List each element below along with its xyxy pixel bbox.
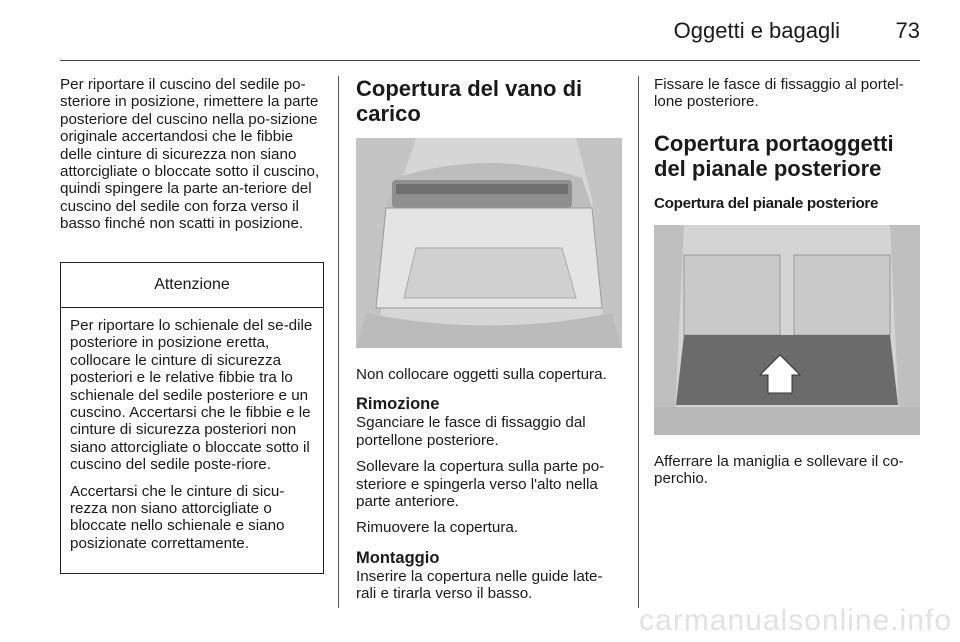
page-number: 73: [895, 18, 920, 43]
heading-floor-cover: Copertura portaoggetti del pianale posteriore: [654, 130, 894, 181]
cargo-cover-drawing: [356, 138, 622, 348]
watermark: carmanualsonline.info: [639, 604, 952, 637]
mounting-step-1: Inserire la copertura nelle guide late-rali e tirarla verso il basso.: [356, 567, 603, 603]
column-2: [356, 76, 622, 612]
removal-step-2: Sollevare la copertura sulla parte po-steriore e spingerla verso l'alto nella parte anteriore.: [356, 458, 605, 511]
warning-paragraph-2: Accertarsi che le cinture di sicu-rezza non siano attorcigliate o bloccate nello schienale e siano posizionate correttamente.: [70, 482, 285, 552]
floor-cover-caption: Afferrare la maniglia e sollevare il co-perchio.: [654, 452, 904, 488]
column-3: [654, 76, 920, 497]
heading-mounting: Montaggio: [356, 548, 440, 567]
floor-cover-illustration: [654, 225, 920, 435]
cargo-cover-illustration: [356, 138, 622, 348]
section-title: Oggetti e bagagli: [673, 18, 840, 43]
page-header: [0, 18, 920, 48]
warning-body: [61, 308, 323, 561]
subheading-floor-cover: Copertura del pianale posteriore: [654, 194, 879, 212]
column-divider-1: [338, 76, 339, 608]
removal-step-3: Rimuovere la copertura.: [356, 519, 519, 537]
paragraph-cushion: Per riportare il cuscino del sedile po-steriore in posizione, rimettere la parte posteriore del cuscino nella po-sizione originale accertandosi che le fibbie delle cinture di sicurezza non siano attorcigliate o bloccate sotto il cuscino, quindi spingere la parte an-teriore del cuscino del sedile con forza verso il basso finché non scatti in posizione.: [60, 76, 320, 233]
header-divider: [60, 60, 920, 61]
cargo-cover-caption: Non collocare oggetti sulla copertura.: [356, 366, 607, 383]
warning-title: Attenzione: [61, 263, 323, 308]
column-1: [60, 76, 324, 242]
paragraph-fasten: Fissare le fasce di fissaggio al portel-lone posteriore.: [654, 76, 904, 111]
heading-cargo-cover: Copertura del vano di carico: [356, 76, 583, 126]
column-divider-2: [638, 76, 639, 608]
removal-step-1: Sganciare le fasce di fissaggio dal portellone posteriore.: [356, 414, 586, 449]
warning-paragraph-1: Per riportare lo schienale del se-dile posteriore in posizione eretta, collocare le cinture di sicurezza posteriori e le relative fibbie tra lo schienale del sedile posteriore e un cuscino. Accertarsi che le fibbie e le cinture di sicurezza posteriori non siano attorcigliate o bloccate sotto il cuscino del sedile poste-riore.: [70, 317, 313, 474]
heading-removal: Rimozione: [356, 395, 440, 414]
floor-cover-drawing: [654, 225, 920, 435]
warning-box: [60, 262, 324, 574]
